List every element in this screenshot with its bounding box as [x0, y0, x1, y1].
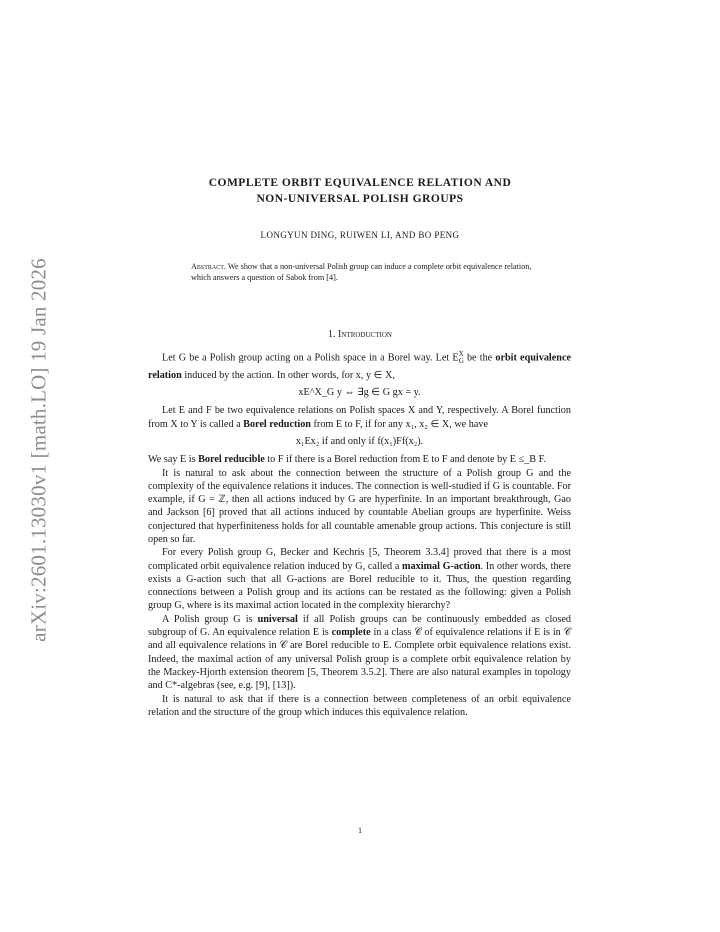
p5-bold: maximal G-action	[402, 560, 481, 572]
section-number: 1.	[328, 329, 336, 340]
p5-text-c: . In other words, there exists a G-action such that all G-actions are Borel reducible to it. Thus, the question regarding connections between a Polish group and its actions can be restated as the following: given a Polish group G, where is its maximal action located in the complexity hierarchy?	[148, 560, 571, 612]
p6-text-a: A Polish group G is	[162, 613, 258, 625]
paragraph-7: It is natural to ask that if there is a connection between completeness of an orbit equivalence relation and the structure of the group which induces this equivalence relation.	[148, 693, 571, 718]
paragraph-2	[148, 404, 571, 431]
abstract-text: We show that a non-universal Polish group can induce a complete orbit equivalence relation, which answers a question of Sabok from [4].	[191, 262, 532, 282]
arxiv-stamp-text: arXiv:2601.13030v1 [math.LO] 19 Jan 2026	[26, 258, 51, 642]
arxiv-stamp	[26, 248, 52, 652]
p1-text-c: induced by the action. In other words, for x, y ∈ X,	[181, 369, 395, 381]
display-equation-1: xE^X_G y ⇔ ∃g ∈ G gx = y.	[298, 387, 421, 399]
p1-sup: X	[458, 350, 464, 358]
p1-sub: G	[458, 357, 464, 366]
p6-text-c: in a class 𝒞 of equivalence relations if E is in 𝒞 and all equivalence relations in 𝒞 are Borel reducible to E. Complete orbit equivalence relations exist. Indeed, the maximal action of any universal Polish group is a complete orbit equivalence relation by the Mackey-Hjorth extension theorem [5, Theorem 3.5.2]. There are also natural examples in topology and C*-algebras (see, e.g. [9], [13]).	[148, 627, 571, 692]
paragraph-1	[148, 348, 571, 382]
paper-title	[140, 175, 580, 207]
paragraph-6	[148, 613, 571, 693]
paragraph-4: It is natural to ask about the connection between the structure of a Polish group G and the complexity of the equivalence relations it induces. The connection is well-studied if G is countable. For example, if G = ℤ, then all actions induced by G are hyperfinite. In an important breakthrough, Gao and Jackson [6] proved that all actions induced by countable Abelian groups are hyperfinite. Weiss conjectured that hyperfiniteness holds for all countable amenable group actions. This conjecture is still open so far.	[148, 467, 571, 545]
p6-bold-1: universal	[257, 613, 298, 625]
p1-bold: orbit equivalence relation	[148, 352, 571, 381]
p1-text-a: Let G be a Polish group acting on a Polish space in a Borel way. Let E	[162, 352, 459, 364]
abstract-label: Abstract.	[191, 262, 226, 271]
display-equation-2: x₁Ex₂ if and only if f(x₁)Ff(x₂).	[295, 435, 424, 447]
p6-bold-2: complete	[331, 627, 371, 639]
paragraph-3	[148, 453, 571, 466]
body-text	[148, 348, 571, 719]
section-heading	[140, 329, 580, 340]
title-line-2: NON-UNIVERSAL POLISH GROUPS	[256, 193, 464, 205]
paragraph-5	[148, 546, 571, 612]
page-number: 1	[358, 826, 362, 835]
authors: LONGYUN DING, RUIWEN LI, AND BO PENG	[260, 230, 460, 240]
p3-bold: Borel reducible	[198, 454, 265, 466]
p2-text-a: Let E and F be two equivalence relations on Polish spaces X and Y, respectively. A Borel function from X to Y is called a	[148, 405, 571, 430]
title-line-1: COMPLETE ORBIT EQUIVALENCE RELATION AND	[208, 177, 512, 189]
p3-text-c: to F if there is a Borel reduction from E to F and denote by E ≤_B F.	[264, 454, 547, 466]
p5-text-a: For every Polish group G, Becker and Kechris [5, Theorem 3.3.4] proved that there is a most complicated orbit equivalence relation induced by G, called a	[148, 547, 571, 572]
p3-text-a: We say E is	[148, 454, 199, 466]
p6-text-b: if all Polish groups can be continuously embedded as closed subgroup of G. An equivalence relation E is	[148, 613, 571, 639]
p2-text-c: from E to F, if for any x₁, x₂ ∈ X, we have	[310, 418, 488, 430]
abstract	[191, 261, 536, 283]
section-title: Introduction	[338, 329, 392, 340]
p2-bold: Borel reduction	[243, 418, 311, 430]
p1-text-b: be the	[463, 352, 496, 364]
